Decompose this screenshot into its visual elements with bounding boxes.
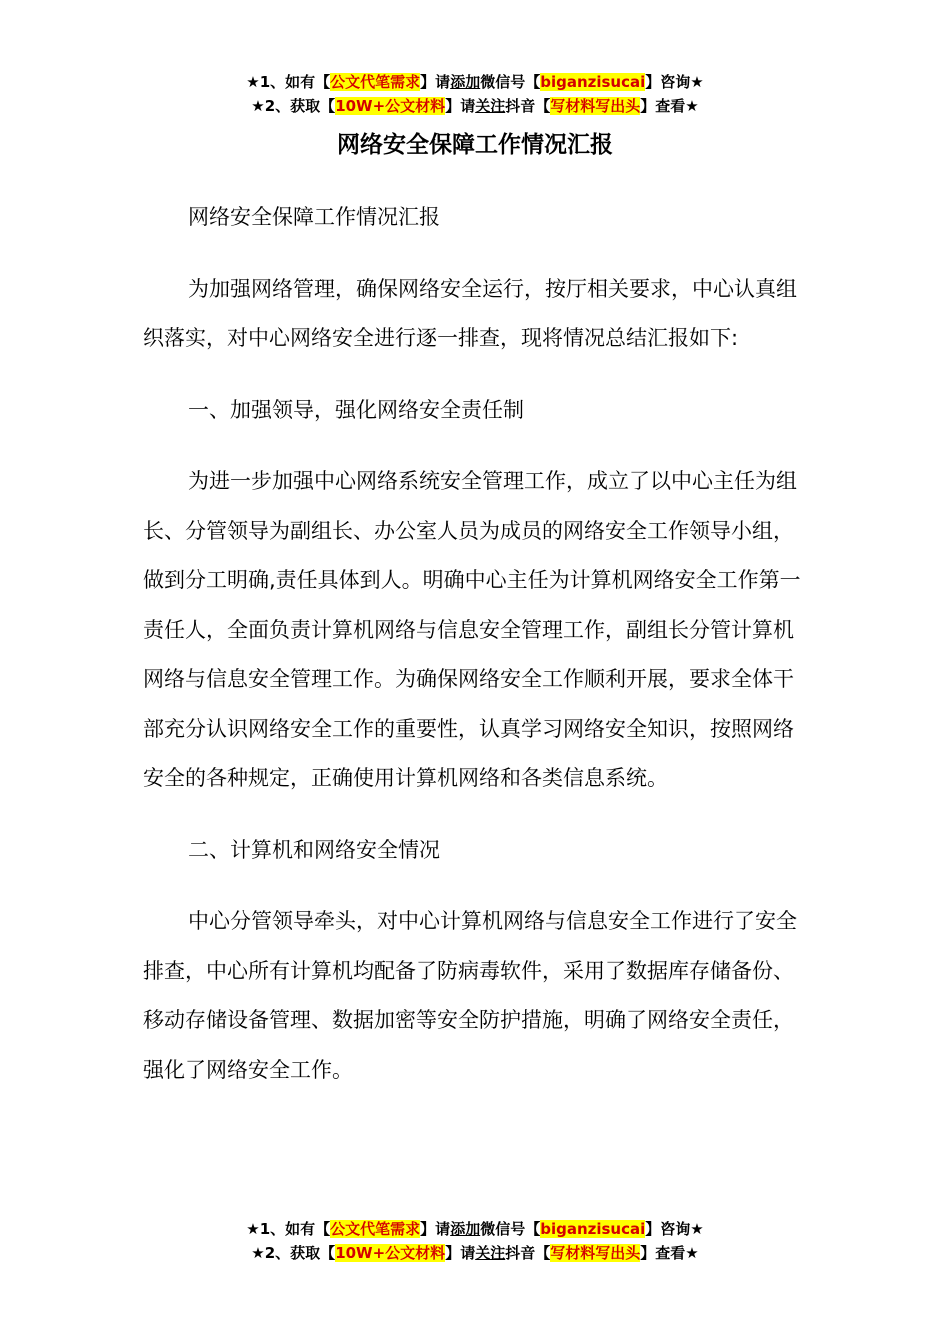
banner-text: ★2、获取【 (251, 97, 336, 115)
paragraph-section-2: 中心分管领导牵头，对中心计算机网络与信息安全工作进行了安全排查，中心所有计算机均配备了防病毒软件，采用了数据库存储备份、移动存储设备管理、数据加密等安全防护措施，明确了网络安全责任，强化了网络安全工作。 (143, 909, 797, 1082)
highlight-materials: 10W+公文材料 (335, 97, 446, 115)
footer-banner (0, 1217, 950, 1265)
highlight-wechat-id: biganzisucai (540, 73, 646, 91)
banner-text: 】请 (445, 97, 476, 115)
banner-underline-text: 关注 (475, 1244, 506, 1262)
section-heading-1: 一、加强领导，强化网络安全责任制 (188, 397, 524, 422)
banner-text: 】查看★ (640, 97, 699, 115)
section-heading-2: 二、计算机和网络安全情况 (188, 837, 440, 862)
banner-line-2 (0, 94, 950, 118)
banner-underline-text: 添加 (450, 1220, 481, 1238)
header-banner (0, 70, 950, 118)
highlight-service: 公文代笔需求 (330, 73, 421, 91)
banner-text: 】请 (420, 73, 451, 91)
banner-text: 】请 (420, 1220, 451, 1238)
highlight-wechat-id: biganzisucai (540, 1220, 646, 1238)
highlight-douyin-id: 写材料写出头 (550, 1244, 641, 1262)
paragraph-intro: 为加强网络管理，确保网络安全运行，按厅相关要求，中心认真组织落实，对中心网络安全进行逐一排查，现将情况总结汇报如下: (143, 276, 797, 350)
banner-text: 】咨询★ (645, 1220, 704, 1238)
document-body (143, 193, 808, 1117)
banner-text: 微信号【 (480, 73, 541, 91)
banner-line-1 (0, 70, 950, 94)
document-title: 网络安全保障工作情况汇报 (337, 132, 613, 158)
banner-underline-text: 添加 (450, 73, 481, 91)
highlight-materials: 10W+公文材料 (335, 1244, 446, 1262)
paragraph-section-1: 为进一步加强中心网络系统安全管理工作，成立了以中心主任为组长、分管领导为副组长、办公室人员为成员的网络安全工作领导小组，做到分工明确,责任具体到人。明确中心主任为计算机网络安全工作第一责任人，全面负责计算机网络与信息安全管理工作，副组长分管计算机网络与信息安全管理工作。为确保网络安全工作顺利开展，要求全体干部充分认识网络安全工作的重要性，认真学习网络安全知识，按照网络安全的各种规定，正确使用计算机网络和各类信息系统。 (143, 469, 801, 790)
banner-text: 微信号【 (480, 1220, 541, 1238)
highlight-service: 公文代笔需求 (330, 1220, 421, 1238)
banner-text: ★1、如有【 (246, 73, 331, 91)
banner-text: 】请 (445, 1244, 476, 1262)
banner-underline-text: 关注 (475, 97, 506, 115)
banner-text: 抖音【 (505, 1244, 551, 1262)
banner-line-2 (0, 1241, 950, 1265)
banner-text: 抖音【 (505, 97, 551, 115)
banner-text: 】查看★ (640, 1244, 699, 1262)
banner-text: ★2、获取【 (251, 1244, 336, 1262)
highlight-douyin-id: 写材料写出头 (550, 97, 641, 115)
banner-line-1 (0, 1217, 950, 1241)
document-subtitle: 网络安全保障工作情况汇报 (188, 205, 440, 229)
banner-text: ★1、如有【 (246, 1220, 331, 1238)
banner-text: 】咨询★ (645, 73, 704, 91)
